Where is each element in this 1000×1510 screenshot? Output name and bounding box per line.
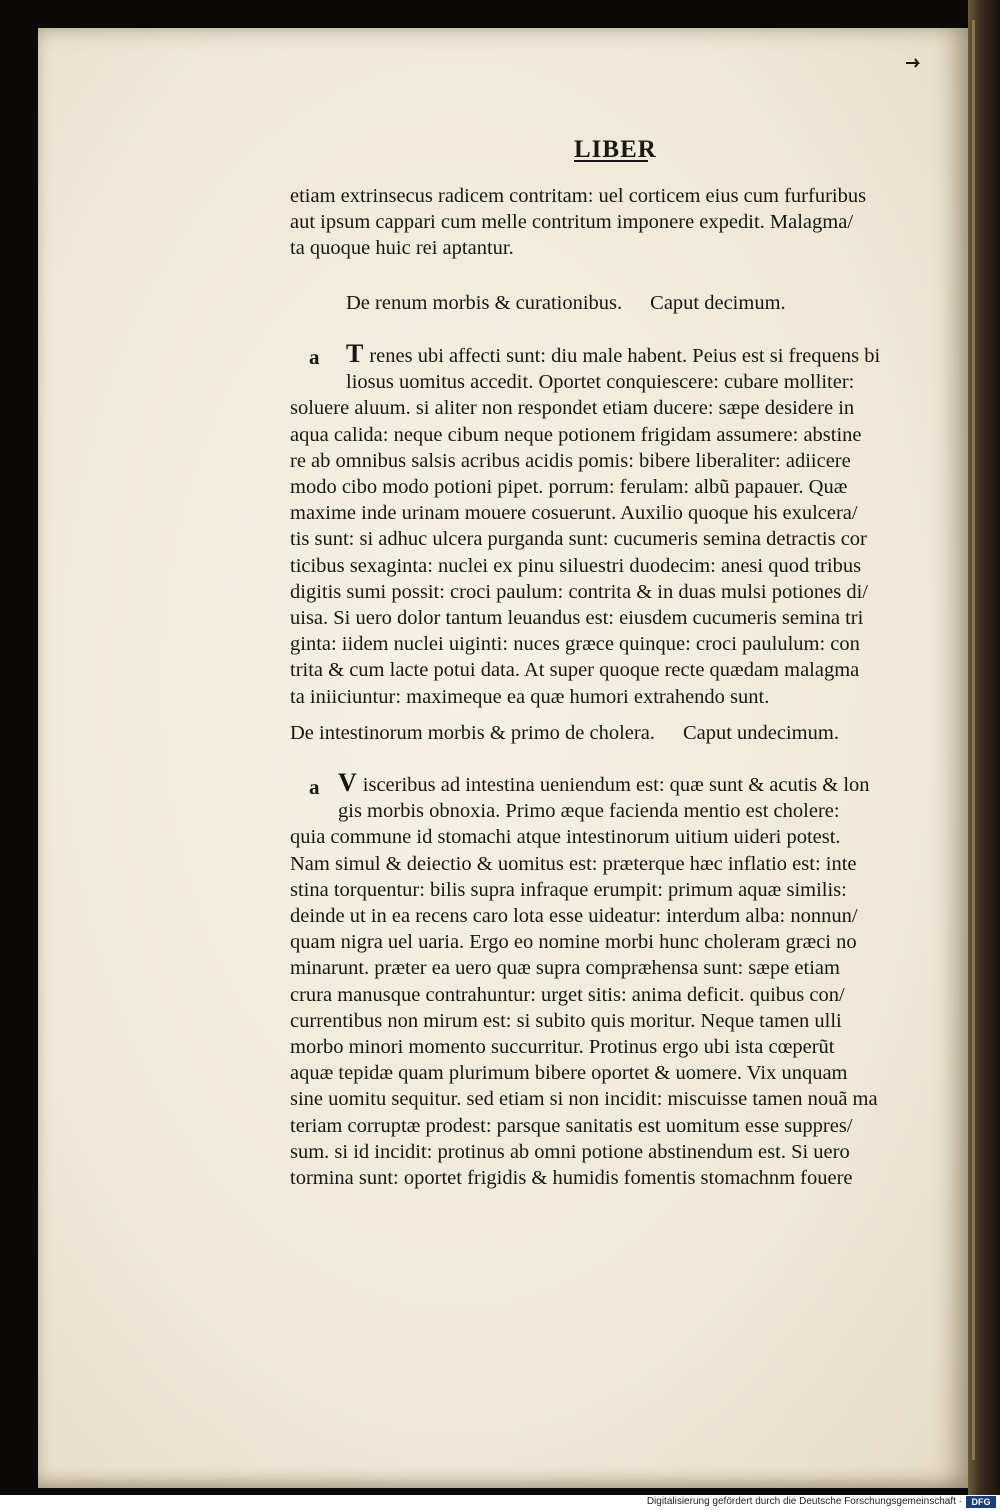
text-line: morbo minori momento succurritur. Protinus ergo ubi ista cœperũt (290, 1036, 835, 1059)
text-line: soluere aluum. si aliter non respondet etiam ducere: sæpe desidere in (290, 397, 855, 420)
text-line: ticibus sexaginta: nuclei ex pinu siluestri duodecim: anesi quod tribus (290, 554, 862, 577)
text-line: teriam corruptæ prodest: parsque sanitatis est uomitum esse suppres/ (290, 1114, 853, 1137)
chapter-heading-intestinorum (290, 722, 839, 745)
text-line: currentibus non mirum est: si subito quis moritur. Neque tamen ulli (290, 1009, 842, 1032)
dfg-logo: DFG (966, 1496, 996, 1508)
margin-marker: a (309, 775, 320, 799)
initial-letter: T (346, 339, 364, 368)
text-line: quia commune id stomachi atque intestinorum uitium uideri potest. (290, 826, 841, 849)
text-line: modo cibo modo potioni pipet. porrum: ferulam: albũ papauer. Quæ (290, 476, 848, 499)
heading-caput: Caput undecimum. (682, 722, 839, 744)
text-line: re ab omnibus salsis acribus acidis pomis: bibere liberaliter: adiicere (290, 449, 851, 472)
text-line: isceribus ad intestina ueniendum est: quæ sunt & acutis & lon (362, 774, 870, 796)
initial-letter: V (338, 768, 357, 797)
text-line: Nam simul & deiectio & uomitus est: præterque hæc inflatio est: inte (290, 852, 857, 875)
text-line: tis sunt: si adhuc ulcera purganda sunt: cucumeris semina detractis cor (290, 528, 867, 551)
paragraph-renum (290, 341, 890, 710)
margin-marker: a (309, 345, 320, 369)
funding-credit: Digitalisierung gefördert durch die Deutsche Forschungsgemeinschaft · (646, 1496, 962, 1507)
text-line: deinde ut in ea recens caro lota esse uideatur: interdum alba: nonnun/ (290, 905, 858, 928)
text-line: ta iniiciuntur: maximeque ea quæ humori extrahendo sunt. (290, 685, 770, 708)
text-line: stina torquentur: bilis supra infraque erumpit: primum aquæ similis: (290, 878, 847, 901)
book-spine (968, 0, 1000, 1495)
text-line: gis morbis obnoxia. Primo æque facienda mentio est cholere: (338, 800, 840, 823)
heading-title: De renum morbis & curationibus. (346, 292, 623, 314)
text-line: aquæ tepidæ quam plurimum bibere oportet & uomere. Vix unquam (290, 1062, 848, 1085)
text-line: uisa. Si uero dolor tantum leuandus est: eiusdem cucumeris semina tri (290, 607, 864, 630)
text-line: tormina sunt: oportet frigidis & humidis fomentis stomachnm fouere (290, 1167, 853, 1190)
text-line: renes ubi affecti sunt: diu male habent. Peius est si frequens bi (369, 345, 881, 367)
text-line: aut ipsum cappari cum melle contritum imponere expedit. Malagma/ (290, 211, 854, 234)
text-line: sum. si id incidit: protinus ab omni potione abstinendum est. Si uero (290, 1140, 850, 1163)
text-line: maxime inde urinam mouere cosuerunt. Auxilio quoque his exulcera/ (290, 502, 858, 525)
text-line: trita & cum lacte potui data. At super quoque recte quædam malagma (290, 659, 860, 682)
footer-bar (0, 1495, 1000, 1510)
text-line: sine uomitu sequitur. sed etiam si non incidit: miscuisse tamen nouã ma (290, 1088, 878, 1111)
text-line: quam nigra uel uaria. Ergo eo nomine morbi hunc choleram græci no (290, 931, 857, 954)
text-line: liosus uomitus accedit. Oportet conquiescere: cubare molliter: (346, 371, 855, 394)
text-line: ginta: iidem nuclei uiginti: nuces græce quinque: croci paululum: con (290, 633, 860, 656)
heading-caput: Caput decimum. (650, 292, 786, 314)
running-head: LIBER (574, 136, 657, 163)
text-line: aqua calida: neque cibum neque potionem frigidam assumere: abstine (290, 423, 862, 446)
text-line: digitis sumi possit: croci paulum: contrita & in duas mulsi potiones di/ (290, 580, 868, 603)
text-line: ta quoque huic rei aptantur. (290, 237, 514, 260)
text-line: crura manusque contrahuntur: urget sitis: anima deficit. quibus con/ (290, 983, 845, 1006)
corner-arrow-mark (906, 58, 922, 68)
text-line: minarunt. præter ea uero quæ supra compræhensa sunt: sæpe etiam (290, 957, 840, 980)
section-intro-text (290, 183, 890, 262)
chapter-heading-renum (346, 292, 786, 315)
paragraph-cholera (290, 770, 890, 1191)
text-line: etiam extrinsecus radicem contritam: uel corticem eius cum furfuribus (290, 185, 867, 207)
heading-title: De intestinorum morbis & primo de cholera. (290, 722, 655, 744)
